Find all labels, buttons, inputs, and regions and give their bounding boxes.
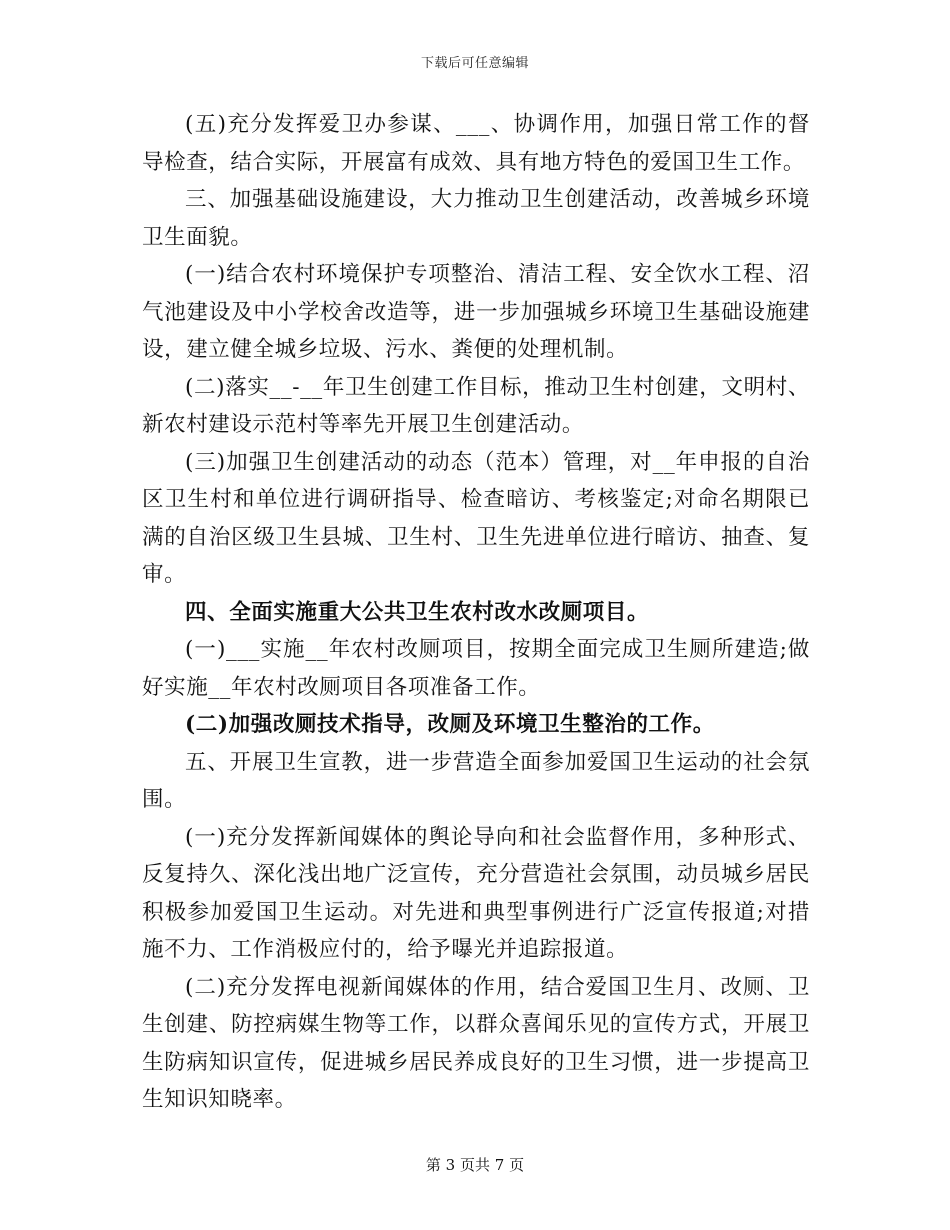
- paragraph-3-2: (二)落实__-__年卫生创建工作目标，推动卫生村创建，文明村、新农村建设示范村等率先开展卫生创建活动。: [142, 374, 810, 437]
- paragraph-5-1: (一)充分发挥新闻媒体的舆论导向和社会监督作用，多种形式、反复持久、深化浅出地广泛宣传，充分营造社会氛围，动员城乡居民积极参加爱国卫生运动。对先进和典型事例进行广泛宣传报道;对措施不力、工作消极应付的，给予曝光并追踪报道。: [142, 824, 810, 962]
- paragraph-4-2: (二)加强改厕技术指导，改厕及环境卫生整治的工作。: [185, 712, 715, 737]
- page-header-note: 下载后可任意编辑: [420, 56, 529, 71]
- paragraph-3-1: (一)结合农村环境保护专项整治、清洁工程、安全饮水工程、沼气池建设及中小学校舍改造等，进一步加强城乡环境卫生基础设施建设，建立健全城乡垃圾、污水、粪便的处理机制。: [142, 262, 810, 362]
- document-body: [142, 106, 810, 1119]
- paragraph-3-3: (三)加强卫生创建活动的动态（范本）管理，对__年申报的自治区卫生村和单位进行调研指导、检查暗访、考核鉴定;对命名期限已满的自治区级卫生县城、卫生村、卫生先进单位进行暗访、抽查、复审。: [142, 449, 810, 587]
- paragraph-4-1: (一)___实施__年农村改厕项目，按期全面完成卫生厕所建造;做好实施__年农村改厕项目各项准备工作。: [142, 637, 810, 700]
- paragraph-5-2: (二)充分发挥电视新闻媒体的作用，结合爱国卫生月、改厕、卫生创建、防控病媒生物等工作，以群众喜闻乐见的宣传方式，开展卫生防病知识宣传，促进城乡居民养成良好的卫生习惯，进一步提高卫生知识知晓率。: [142, 974, 810, 1112]
- paragraph-5-role: (五)充分发挥爱卫办参谋、___、协调作用，加强日常工作的督导检查，结合实际，开展富有成效、具有地方特色的爱国卫生工作。: [142, 112, 810, 175]
- page-number: 第 3 页共 7 页: [425, 1156, 525, 1174]
- section-3-heading: 三、加强基础设施建设，大力推动卫生创建活动，改善城乡环境卫生面貌。: [142, 187, 810, 250]
- section-5-heading: 五、开展卫生宣教，进一步营造全面参加爱国卫生运动的社会氛围。: [142, 749, 810, 812]
- section-4-heading: 四、全面实施重大公共卫生农村改水改厕项目。: [185, 599, 650, 625]
